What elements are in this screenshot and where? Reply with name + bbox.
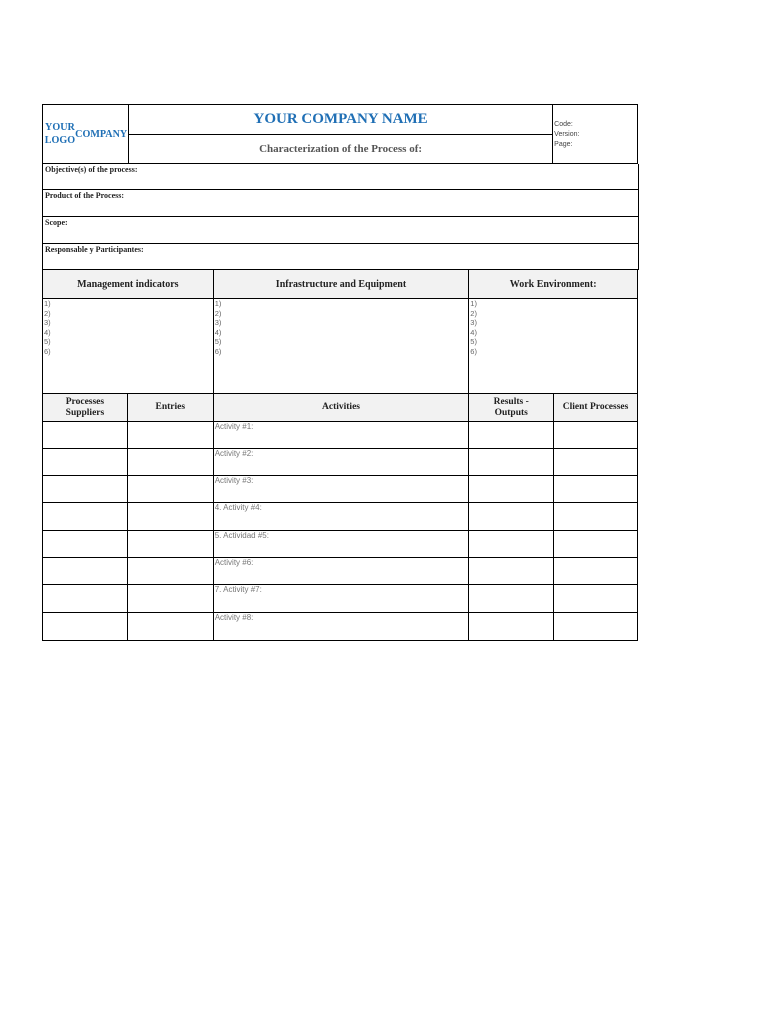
list-item: 5)	[470, 337, 477, 347]
objective-label: Objective(s) of the process:	[45, 165, 138, 174]
client-cell[interactable]	[554, 558, 638, 585]
title-cell	[129, 105, 553, 164]
product-field[interactable]	[43, 190, 639, 217]
results-cell[interactable]	[469, 531, 554, 558]
suppliers-header-line-2: Suppliers	[65, 407, 105, 418]
process-table-header	[43, 394, 638, 422]
scope-label: Scope:	[45, 218, 68, 227]
table-row	[43, 422, 638, 449]
activity-cell[interactable]: 4. Activity #4:	[214, 503, 470, 531]
supplier-cell[interactable]	[43, 476, 128, 503]
list-item: 3)	[214, 318, 222, 328]
scope-field[interactable]	[43, 217, 639, 244]
activity-cell[interactable]: 7. Activity #7:	[214, 585, 470, 613]
table-row	[43, 613, 638, 641]
client-cell[interactable]	[554, 476, 638, 503]
logo-line-2: COMPANY	[74, 127, 127, 140]
objective-field[interactable]	[43, 164, 639, 190]
sheet-header	[43, 105, 638, 164]
activity-cell[interactable]: Activity #8:	[214, 613, 470, 641]
entries-cell[interactable]	[128, 613, 214, 641]
list-item: 4)	[470, 327, 477, 337]
client-cell[interactable]	[554, 613, 638, 641]
entries-cell[interactable]	[128, 503, 214, 531]
page-label: Page:	[554, 141, 573, 148]
activity-cell[interactable]: Activity #6:	[214, 558, 470, 585]
supplier-cell[interactable]	[43, 422, 128, 449]
entries-header: Entries	[128, 394, 214, 422]
client-cell[interactable]	[554, 531, 638, 558]
logo-line-1: YOUR LOGO	[44, 121, 75, 146]
list-item: 2)	[470, 308, 477, 318]
table-row	[43, 531, 638, 558]
entries-cell[interactable]	[128, 558, 214, 585]
client-cell[interactable]	[554, 422, 638, 449]
list-item: 1)	[44, 299, 51, 308]
results-cell[interactable]	[469, 449, 554, 476]
entries-cell[interactable]	[128, 449, 214, 476]
logo-cell	[43, 105, 129, 164]
supplier-cell[interactable]	[43, 503, 128, 531]
table-row	[43, 449, 638, 476]
list-item: 1)	[470, 299, 477, 308]
list-item: 6)	[214, 346, 222, 356]
activity-cell[interactable]: Activity #3:	[214, 476, 470, 503]
process-characterization-sheet	[42, 104, 638, 641]
entries-cell[interactable]	[128, 585, 214, 613]
supplier-cell[interactable]	[43, 585, 128, 613]
table-row	[43, 585, 638, 613]
list-item: 1)	[214, 299, 222, 308]
responsible-label: Responsable y Participantes:	[45, 245, 144, 254]
table-row	[43, 558, 638, 585]
client-cell[interactable]	[554, 449, 638, 476]
client-cell[interactable]	[554, 585, 638, 613]
list-item: 5)	[214, 337, 222, 347]
results-cell[interactable]	[469, 476, 554, 503]
entries-cell[interactable]	[128, 422, 214, 449]
activity-cell[interactable]: 5. Actividad #5:	[214, 531, 470, 558]
company-name: YOUR COMPANY NAME	[129, 105, 552, 135]
supplier-cell[interactable]	[43, 449, 128, 476]
table-row	[43, 476, 638, 503]
results-header-line-2: Outputs	[494, 407, 528, 418]
infrastructure-list[interactable]	[214, 299, 470, 394]
suppliers-header	[43, 394, 128, 422]
list-item: 4)	[44, 327, 51, 337]
responsible-field[interactable]	[43, 244, 639, 270]
supplier-cell[interactable]	[43, 531, 128, 558]
company-logo	[46, 121, 125, 147]
management-indicators-header: Management indicators	[43, 270, 214, 299]
list-item: 4)	[214, 327, 222, 337]
list-item: 5)	[44, 337, 51, 347]
entries-cell[interactable]	[128, 531, 214, 558]
list-item: 6)	[44, 346, 51, 356]
activity-cell[interactable]: Activity #1:	[214, 422, 470, 449]
entries-cell[interactable]	[128, 476, 214, 503]
management-indicators-list[interactable]	[43, 299, 214, 394]
document-meta	[553, 105, 638, 164]
results-header-line-1: Results -	[493, 396, 529, 407]
table-row	[43, 503, 638, 531]
client-cell[interactable]	[554, 503, 638, 531]
results-cell[interactable]	[469, 613, 554, 641]
groups-list-row	[43, 299, 638, 394]
document-subtitle: Characterization of the Process of:	[259, 143, 423, 155]
work-environment-header: Work Environment:	[469, 270, 638, 299]
activities-header: Activities	[214, 394, 470, 422]
list-item: 3)	[470, 318, 477, 328]
groups-header-row	[43, 270, 638, 299]
results-cell[interactable]	[469, 558, 554, 585]
list-item: 2)	[44, 308, 51, 318]
version-label: Version:	[554, 131, 580, 138]
list-item: 3)	[44, 318, 51, 328]
results-cell[interactable]	[469, 503, 554, 531]
code-label: Code:	[554, 121, 573, 128]
list-item: 6)	[470, 346, 477, 356]
supplier-cell[interactable]	[43, 613, 128, 641]
results-cell[interactable]	[469, 585, 554, 613]
suppliers-header-line-1: Processes	[65, 396, 105, 407]
results-header	[469, 394, 554, 422]
work-environment-list[interactable]	[469, 299, 638, 394]
product-label: Product of the Process:	[45, 191, 125, 200]
results-cell[interactable]	[469, 422, 554, 449]
infrastructure-header: Infrastructure and Equipment	[214, 270, 470, 299]
activity-cell[interactable]: Activity #2:	[214, 449, 470, 476]
list-item: 2)	[214, 308, 222, 318]
client-processes-header: Client Processes	[554, 394, 638, 422]
supplier-cell[interactable]	[43, 558, 128, 585]
